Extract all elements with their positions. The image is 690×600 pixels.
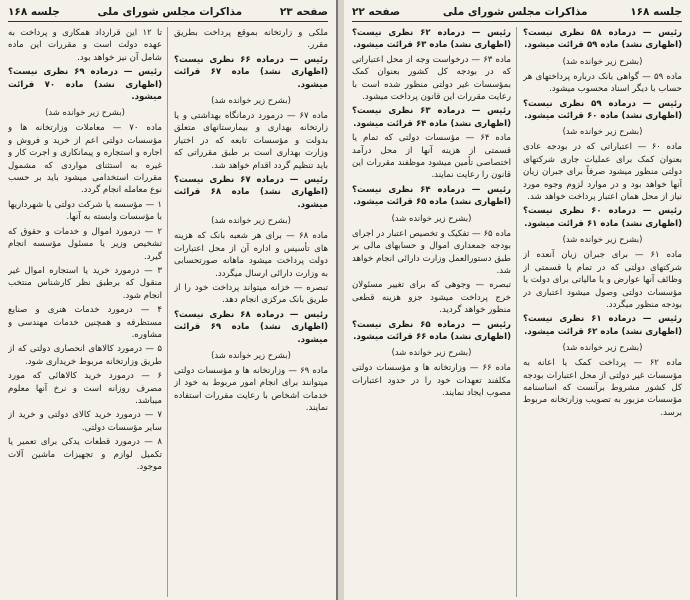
paragraph: ملکی و زارتخانه بموقع پرداخت بطریق مقرر. bbox=[174, 28, 328, 51]
article-paragraph: ماده ۶۶ — وزارتخانه ها و مؤسسات دولتی مکلفند تعهدات خود را در حدود اعتبارات مصوب ایجاد نمایند. bbox=[352, 363, 511, 399]
right-page-column-left bbox=[352, 27, 517, 597]
left-page-header bbox=[8, 6, 328, 22]
paragraph: تا ۱۲ این قرارداد همکاری و پرداخت به عهده دولت است و مقررات این ماده شامل آن نیز خواهد بود. bbox=[8, 28, 162, 63]
right-page-header bbox=[352, 6, 682, 22]
article-paragraph: ماده ۶۸ — برای هر شعبه بانک که هزینه های تأسیس و اداره آن از محل اعتبارات دولت پرداخت میشود ماهانه صورتحسابی به وزارت دارائی ارسال میگردد. bbox=[174, 231, 328, 279]
reading-note: (بشرح زیر خوانده شد) bbox=[562, 234, 643, 245]
right-page-number: صفحه ۲۲ bbox=[352, 6, 401, 18]
list-item: ۵ — درمورد کالاهای انحصاری دولتی که از طریق وزارتخانه مربوط خریداری شود. bbox=[8, 344, 162, 367]
list-item: ۸ — درمورد قطعات یدکی برای تعمیر یا تکمیل لوازم و تجهیزات ماشین آلات موجود. bbox=[8, 437, 162, 472]
article-paragraph: ماده ۶۳ — درخواست وجه از محل اعتباراتی که در بودجه کل کشور بعنوان کمک بمؤسسات غیر دولتی منظور شده است با رعایت مقررات این قانون پرداخت میشود. bbox=[352, 54, 511, 103]
chair-line: رئیس — درماده ۶۶ نظری نیست؟ (اظهاری نشد) ماده ۶۷ قرائت میشود. bbox=[174, 54, 328, 90]
article-paragraph: ماده ۵۹ — گواهی بانک درباره پرداختهای هر حساب با دیگر اسناد محسوب میشود. bbox=[523, 71, 682, 95]
reading-note: (بشرح زیر خوانده شد) bbox=[391, 347, 472, 358]
reading-note: (بشرح زیر خوانده شد) bbox=[562, 55, 643, 66]
list-item: ۶ — درمورد خرید کالاهائی که مورد مصرف روزانه است و نرخ آنها معلوم میباشد. bbox=[8, 371, 162, 406]
right-page-session: جلسه ۱۶۸ bbox=[630, 6, 682, 18]
reading-note: (بشرح زیر خوانده شد) bbox=[211, 349, 291, 360]
article-paragraph: ماده ۶۵ — تفکیک و تخصیص اعتبار در اجرای بودجه جمعداری اموال و حسابهای مالی بر طبق دستورالعمل وزارت دارائی انجام خواهد شد. bbox=[352, 228, 511, 276]
left-page-title: مذاکرات مجلس شورای ملی bbox=[97, 6, 243, 18]
chair-line: رئیس — درماده ۶۷ نظری نیست؟ (اظهاری نشد) ماده ۶۸ قرائت میشود. bbox=[174, 175, 328, 210]
reading-note: (بشرح زیر خوانده شد) bbox=[45, 107, 125, 118]
article-paragraph: ماده ۶۹ — وزارتخانه ها و مؤسسات دولتی میتوانند برای انجام امور مربوط به خود از خدمات اشخاص با رعایت مقررات استفاده نمایند. bbox=[174, 365, 328, 414]
note-paragraph: تبصره — خزانه میتواند پرداخت خود را از طریق بانک مرکزی انجام دهد. bbox=[174, 282, 328, 306]
reading-note: (بشرح زیر خوانده شد) bbox=[562, 126, 643, 137]
left-page bbox=[0, 0, 338, 600]
left-page-number: صفحه ۲۳ bbox=[279, 6, 328, 18]
reading-note: (بشرح زیر خوانده شد) bbox=[211, 215, 291, 226]
article-paragraph: ماده ۶۴ — مؤسسات دولتی که تمام یا قسمتی از هزینه آنها از محل درآمد اختصاصی تأمین میشود موظفند مقررات این قانون را رعایت نمایند. bbox=[352, 133, 511, 181]
left-page-columns bbox=[8, 27, 328, 597]
chair-line: رئیس — درماده ۶۴ نظری نیست؟ (اظهاری نشد) ماده ۶۵ قرائت میشود. bbox=[352, 184, 511, 208]
chair-line: رئیس — درماده ۶۵ نظری نیست؟ (اظهاری نشد) ماده ۶۶ قرائت میشود. bbox=[352, 319, 511, 342]
reading-note: (بشرح زیر خوانده شد) bbox=[391, 212, 472, 223]
chair-line: رئیس — درماده ۶۱ نظری نیست؟ (اظهاری نشد) ماده ۶۲ قرائت میشود. bbox=[523, 314, 682, 337]
left-page-session: جلسه ۱۶۸ bbox=[8, 6, 60, 18]
list-item: ۲ — درمورد اموال و خدمات و حقوق که تشخیص وزیر یا مسئول مؤسسه انجام گیرد. bbox=[8, 226, 162, 262]
list-item: ۱ — مؤسسه یا شرکت دولتی یا شهرداریها با مؤسسات وابسته به آنها. bbox=[8, 199, 162, 223]
list-item: ۳ — درمورد خرید یا استجاره اموال غیر منقول که برطبق نظر کارشناس منتخب انجام شود. bbox=[8, 265, 162, 301]
note-paragraph: تبصره — وجوهی که برای تغییر مسئولان خرج پرداخت میشود جزو هزینه قطعی منظور خواهد گردید. bbox=[352, 280, 511, 316]
reading-note: (بشرح زیر خوانده شد) bbox=[562, 342, 643, 353]
right-page-title: مذاکرات مجلس شورای ملی bbox=[442, 6, 588, 18]
chair-line: رئیس — درماده ۶۳ نظری نیست؟ (اظهاری نشد) ماده ۶۴ قرائت میشود. bbox=[352, 106, 511, 129]
article-paragraph: ماده ۷۰ — معاملات وزارتخانه ها و مؤسسات دولتی اعم از خرید و فروش و اجاره و استجاره و پیمانکاری و اجرت کار و غیره به استثنای مواردی که مشمول مقررات استخدامی میشود باید بر حسب نوع معامله انجام گردد. bbox=[8, 123, 162, 196]
list-item: ۴ — درمورد خدمات هنری و صنایع مستظرفه و همچنین خدمات مهندسی و مشاوره. bbox=[8, 305, 162, 340]
right-page-columns bbox=[352, 27, 682, 597]
left-page-column-left bbox=[8, 27, 168, 597]
article-paragraph: ماده ۶۷ — درمورد درمانگاه بهداشتی و یا زارتخانه بهداری و بیمارستانهای متعلق بدولت و مؤسسات تابعه که در اختیار وزارت بهداری است بر طبق مقرراتی که باید تنظیم گردد اقدام خواهد شد. bbox=[174, 111, 328, 171]
reading-note: (بشرح زیر خوانده شد) bbox=[211, 95, 291, 106]
right-page bbox=[344, 0, 690, 600]
left-page-column-right bbox=[174, 27, 328, 597]
article-paragraph: ماده ۶۱ — برای جبران زیان آنعده از شرکتهای دولتی که در تمام یا قسمتی از وظائف آنها عوارض و یا مالیاتی برای دولت یا مؤسسات دولتی وصول میشود اعتباری در بودجه منظور میگردد. bbox=[523, 250, 682, 310]
chair-line: رئیس — درماده ۵۸ نظری نیست؟ (اظهاری نشد) ماده ۵۹ قرائت میشود. bbox=[523, 28, 682, 51]
chair-line: رئیس — درماده ۶۰ نظری نیست؟ (اظهاری نشد) ماده ۶۱ قرائت میشود. bbox=[523, 206, 682, 229]
right-page-column-right bbox=[523, 27, 682, 597]
article-paragraph: ماده ۶۰ — اعتباراتی که در بودجه عادی بعنوان کمک برای عملیات جاری شرکتهای دولتی منظور میشود صرفاً برای جبران زیان آنها خواهد بود و در موارد لزوم وجوه مورد نیاز از محل همان اعتبار پرداخت خواهد شد. bbox=[523, 142, 682, 203]
chair-line: رئیس — درماده ۶۸ نظری نیست؟ (اظهاری نشد) ماده ۶۹ قرائت میشود. bbox=[174, 309, 328, 345]
chair-line: رئیس — درماده ۶۲ نظری نیست؟ (اظهاری نشد) ماده ۶۳ قرائت میشود. bbox=[352, 28, 511, 51]
chair-line: رئیس — درماده ۶۹ نظری نیست؟ (اظهاری نشد) ماده ۷۰ قرائت میشود. bbox=[8, 67, 162, 103]
article-paragraph: ماده ۶۲ — پرداخت کمک یا اعانه به مؤسسات غیر دولتی از محل اعتبارات بودجه کل کشور مشروط برآنست که اساسنامه مؤسسات مزبور به تصویب وزارتخانه مربوط برسد. bbox=[523, 358, 682, 418]
chair-line: رئیس — درماده ۵۹ نظری نیست؟ (اظهاری نشد) ماده ۶۰ قرائت میشود. bbox=[523, 98, 682, 122]
list-item: ۷ — درمورد خرید کالای دولتی و خرید از سایر مؤسسات دولتی. bbox=[8, 410, 162, 433]
